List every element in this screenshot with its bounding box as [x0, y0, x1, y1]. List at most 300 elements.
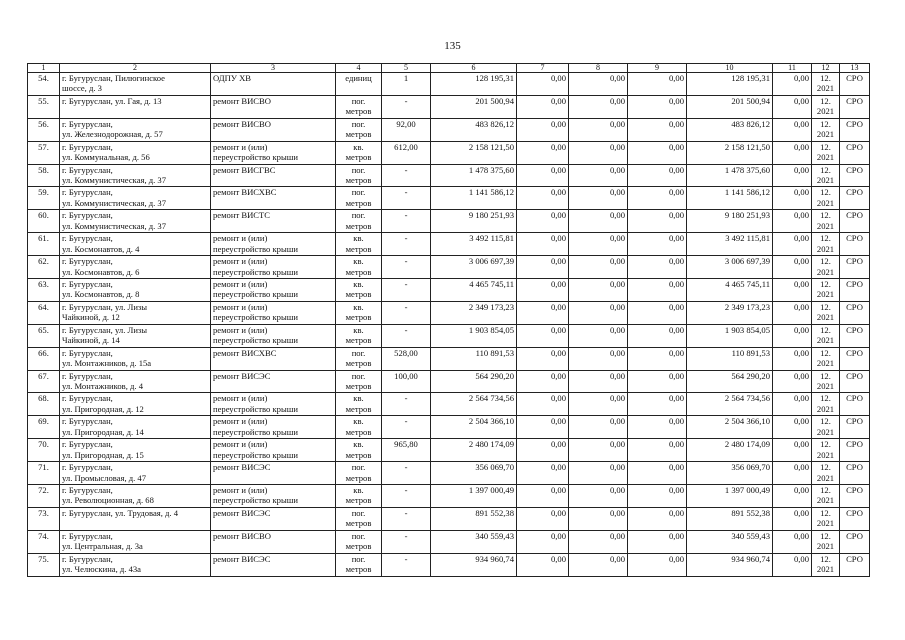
- col7-cell: 0,00: [517, 141, 569, 164]
- date-month: 12.: [820, 301, 831, 312]
- unit-cell-line: пог.: [351, 164, 366, 175]
- row-number: 69.: [28, 416, 60, 439]
- address-cell-line: Чайкиной, д. 12: [62, 312, 120, 323]
- total-cost-cell: 2 158 121,50: [431, 141, 517, 164]
- date-month: 12.: [820, 347, 831, 358]
- unit-cell-line: метров: [345, 449, 372, 460]
- work-type-cell-line: переустройство крыши: [213, 335, 298, 346]
- work-type-cell-line: переустройство крыши: [213, 449, 298, 460]
- col9-cell: 0,00: [628, 73, 687, 96]
- address-cell: [60, 462, 211, 485]
- address-cell-line: ул. Железнодорожная, д. 57: [62, 129, 163, 140]
- col7-cell: 0,00: [517, 301, 569, 324]
- quantity-cell: 965,80: [382, 439, 431, 462]
- address-cell-line: г. Бугуруслан,: [62, 416, 113, 427]
- address-cell-line: ул. Пригородная, д. 14: [62, 426, 144, 437]
- unit-cell-line: метров: [345, 243, 372, 254]
- column-header: 4: [336, 64, 382, 73]
- funding-source-cell: СРО: [840, 187, 870, 210]
- total-cost-cell: 2 480 174,09: [431, 439, 517, 462]
- unit-cell-line: пог.: [351, 118, 366, 129]
- work-type-cell: [211, 324, 336, 347]
- col7-cell: 0,00: [517, 256, 569, 279]
- column-header: 5: [382, 64, 431, 73]
- quantity-cell: 1: [382, 73, 431, 96]
- row-number: 72.: [28, 485, 60, 508]
- row-number: 65.: [28, 324, 60, 347]
- table-row: [28, 485, 870, 508]
- work-type-cell-line: переустройство крыши: [213, 426, 298, 437]
- address-cell-line: г. Бугуруслан,: [62, 485, 113, 496]
- address-cell: [60, 416, 211, 439]
- unit-cell-line: метров: [345, 174, 372, 185]
- quantity-cell: 612,00: [382, 141, 431, 164]
- col8-cell: 0,00: [569, 393, 628, 416]
- quantity-cell: 100,00: [382, 370, 431, 393]
- col7-cell: 0,00: [517, 118, 569, 141]
- total-cost-cell: 4 465 745,11: [431, 279, 517, 302]
- address-cell-line: г. Бугуруслан,: [62, 164, 113, 175]
- unit-cell: [336, 393, 382, 416]
- date-year: 2021: [816, 564, 835, 575]
- funding-source-cell: СРО: [840, 95, 870, 118]
- date-month: 12.: [820, 439, 831, 450]
- work-type-cell-line: ремонт ВИСЭС: [213, 553, 271, 564]
- col7-cell: 0,00: [517, 347, 569, 370]
- table-row: [28, 324, 870, 347]
- work-type-cell: [211, 187, 336, 210]
- total-cost-cell: 128 195,31: [431, 73, 517, 96]
- funding-source-cell: СРО: [840, 370, 870, 393]
- col11-cell: 0,00: [773, 118, 812, 141]
- address-cell-line: г. Бугуруслан,: [62, 210, 113, 221]
- column-header: 1: [28, 64, 60, 73]
- work-type-cell: [211, 210, 336, 233]
- total-cost-cell: 2 564 734,56: [431, 393, 517, 416]
- row-number: 66.: [28, 347, 60, 370]
- address-cell-line: ул. Монтажников, д. 15а: [62, 358, 152, 369]
- work-type-cell: [211, 73, 336, 96]
- table-row: [28, 553, 870, 576]
- column-header: 6: [431, 64, 517, 73]
- work-type-cell-line: переустройство крыши: [213, 243, 298, 254]
- unit-cell-line: метров: [345, 335, 372, 346]
- funding-source-cell: СРО: [840, 393, 870, 416]
- row-number: 71.: [28, 462, 60, 485]
- col9-cell: 0,00: [628, 393, 687, 416]
- completion-date-cell: [812, 164, 840, 187]
- date-month: 12.: [820, 95, 831, 106]
- address-cell-line: г. Бугуруслан,: [62, 393, 113, 404]
- row-number: 56.: [28, 118, 60, 141]
- col10-cell: 564 290,20: [687, 370, 773, 393]
- address-cell-line: г. Бугуруслан,: [62, 118, 113, 129]
- work-type-cell-line: ремонт ВИСВО: [213, 118, 271, 129]
- unit-cell-line: метров: [345, 472, 372, 483]
- table-row: [28, 279, 870, 302]
- completion-date-cell: [812, 141, 840, 164]
- work-type-cell: [211, 507, 336, 530]
- work-type-cell-line: ремонт и (или): [213, 416, 268, 427]
- address-cell-line: ул. Пригородная, д. 12: [62, 403, 144, 414]
- table-row: [28, 118, 870, 141]
- table-row: [28, 507, 870, 530]
- unit-cell-line: пог.: [351, 210, 366, 221]
- address-cell: [60, 279, 211, 302]
- col11-cell: 0,00: [773, 233, 812, 256]
- work-type-cell: [211, 301, 336, 324]
- work-type-cell: [211, 462, 336, 485]
- col11-cell: 0,00: [773, 95, 812, 118]
- date-year: 2021: [816, 426, 835, 437]
- date-year: 2021: [816, 403, 835, 414]
- col7-cell: 0,00: [517, 187, 569, 210]
- col7-cell: 0,00: [517, 233, 569, 256]
- date-month: 12.: [820, 141, 831, 152]
- completion-date-cell: [812, 439, 840, 462]
- unit-cell-line: метров: [345, 266, 372, 277]
- quantity-cell: -: [382, 462, 431, 485]
- date-year: 2021: [816, 152, 835, 163]
- unit-cell-line: кв.: [353, 393, 364, 404]
- date-year: 2021: [816, 449, 835, 460]
- work-type-cell-line: ремонт ВИСГВС: [213, 164, 276, 175]
- total-cost-cell: 1 478 375,60: [431, 164, 517, 187]
- row-number: 55.: [28, 95, 60, 118]
- col9-cell: 0,00: [628, 233, 687, 256]
- funding-source-cell: СРО: [840, 164, 870, 187]
- completion-date-cell: [812, 507, 840, 530]
- work-type-cell-line: переустройство крыши: [213, 312, 298, 323]
- col7-cell: 0,00: [517, 95, 569, 118]
- work-type-cell: [211, 95, 336, 118]
- unit-cell: [336, 141, 382, 164]
- funding-source-cell: СРО: [840, 347, 870, 370]
- quantity-cell: -: [382, 553, 431, 576]
- address-cell-line: г. Бугуруслан, Пилюгинское: [62, 73, 165, 83]
- col8-cell: 0,00: [569, 324, 628, 347]
- row-number: 67.: [28, 370, 60, 393]
- work-type-cell-line: ремонт ВИСЭС: [213, 507, 271, 518]
- col9-cell: 0,00: [628, 370, 687, 393]
- work-type-cell: [211, 370, 336, 393]
- col7-cell: 0,00: [517, 73, 569, 96]
- unit-cell-line: метров: [345, 564, 372, 575]
- address-cell: [60, 118, 211, 141]
- funding-source-cell: СРО: [840, 416, 870, 439]
- col11-cell: 0,00: [773, 164, 812, 187]
- col8-cell: 0,00: [569, 141, 628, 164]
- work-type-cell-line: переустройство крыши: [213, 266, 298, 277]
- column-header: 10: [687, 64, 773, 73]
- col7-cell: 0,00: [517, 507, 569, 530]
- unit-cell: [336, 233, 382, 256]
- unit-cell-line: метров: [345, 129, 372, 140]
- unit-cell-line: пог.: [351, 462, 366, 473]
- col9-cell: 0,00: [628, 164, 687, 187]
- date-month: 12.: [820, 462, 831, 473]
- funding-source-cell: СРО: [840, 279, 870, 302]
- address-cell: [60, 530, 211, 553]
- col11-cell: 0,00: [773, 439, 812, 462]
- unit-cell-line: кв.: [353, 233, 364, 244]
- date-month: 12.: [820, 73, 831, 83]
- unit-cell: [336, 416, 382, 439]
- work-type-cell-line: переустройство крыши: [213, 403, 298, 414]
- completion-date-cell: [812, 416, 840, 439]
- col11-cell: 0,00: [773, 256, 812, 279]
- work-type-cell-line: ремонт и (или): [213, 256, 268, 267]
- unit-cell-line: пог.: [351, 507, 366, 518]
- quantity-cell: -: [382, 164, 431, 187]
- table-row: [28, 210, 870, 233]
- table-row: [28, 233, 870, 256]
- work-type-cell-line: переустройство крыши: [213, 495, 298, 506]
- col8-cell: 0,00: [569, 507, 628, 530]
- col8-cell: 0,00: [569, 553, 628, 576]
- col11-cell: 0,00: [773, 141, 812, 164]
- column-header: 8: [569, 64, 628, 73]
- work-type-cell: [211, 279, 336, 302]
- work-type-cell: [211, 347, 336, 370]
- unit-cell-line: единиц: [345, 73, 372, 83]
- unit-cell-line: метров: [345, 358, 372, 369]
- col8-cell: 0,00: [569, 256, 628, 279]
- address-cell-line: ул. Промысловая, д. 47: [62, 472, 147, 483]
- col8-cell: 0,00: [569, 210, 628, 233]
- work-type-cell-line: ремонт и (или): [213, 485, 268, 496]
- unit-cell-line: метров: [345, 380, 372, 391]
- completion-date-cell: [812, 118, 840, 141]
- address-cell-line: ул. Монтажников, д. 4: [62, 380, 143, 391]
- row-number: 64.: [28, 301, 60, 324]
- table-row: [28, 301, 870, 324]
- unit-cell: [336, 73, 382, 96]
- col10-cell: 3 006 697,39: [687, 256, 773, 279]
- work-type-cell: [211, 416, 336, 439]
- date-year: 2021: [816, 518, 835, 529]
- unit-cell: [336, 347, 382, 370]
- col8-cell: 0,00: [569, 187, 628, 210]
- col9-cell: 0,00: [628, 95, 687, 118]
- table-row: [28, 73, 870, 96]
- unit-cell: [336, 256, 382, 279]
- col11-cell: 0,00: [773, 393, 812, 416]
- unit-cell-line: метров: [345, 495, 372, 506]
- col7-cell: 0,00: [517, 370, 569, 393]
- quantity-cell: -: [382, 95, 431, 118]
- total-cost-cell: 2 349 173,23: [431, 301, 517, 324]
- row-number: 59.: [28, 187, 60, 210]
- col7-cell: 0,00: [517, 439, 569, 462]
- work-type-cell-line: ремонт ВИСЭС: [213, 370, 271, 381]
- work-type-cell: [211, 439, 336, 462]
- unit-cell-line: метров: [345, 426, 372, 437]
- table-row: [28, 256, 870, 279]
- unit-cell: [336, 210, 382, 233]
- row-number: 60.: [28, 210, 60, 233]
- unit-cell-line: пог.: [351, 347, 366, 358]
- table-row: [28, 164, 870, 187]
- address-cell-line: ул. Коммунистическая, д. 37: [62, 220, 167, 231]
- unit-cell-line: метров: [345, 518, 372, 529]
- row-number: 75.: [28, 553, 60, 576]
- col7-cell: 0,00: [517, 164, 569, 187]
- address-cell-line: шоссе, д. 3: [62, 83, 102, 94]
- work-type-cell: [211, 485, 336, 508]
- work-type-cell-line: ремонт и (или): [213, 233, 268, 244]
- completion-date-cell: [812, 73, 840, 96]
- col10-cell: 2 564 734,56: [687, 393, 773, 416]
- col9-cell: 0,00: [628, 439, 687, 462]
- col9-cell: 0,00: [628, 530, 687, 553]
- address-cell: [60, 301, 211, 324]
- address-cell: [60, 187, 211, 210]
- column-header: 11: [773, 64, 812, 73]
- unit-cell-line: кв.: [353, 439, 364, 450]
- address-cell-line: ул. Коммунальная, д. 56: [62, 152, 150, 163]
- col7-cell: 0,00: [517, 279, 569, 302]
- col8-cell: 0,00: [569, 439, 628, 462]
- date-month: 12.: [820, 393, 831, 404]
- unit-cell-line: метров: [345, 197, 372, 208]
- col11-cell: 0,00: [773, 347, 812, 370]
- funding-source-cell: СРО: [840, 210, 870, 233]
- address-cell-line: г. Бугуруслан,: [62, 462, 113, 473]
- work-type-cell: [211, 233, 336, 256]
- row-number: 54.: [28, 73, 60, 96]
- funding-source-cell: СРО: [840, 118, 870, 141]
- address-cell-line: г. Бугуруслан,: [62, 256, 113, 267]
- col10-cell: 356 069,70: [687, 462, 773, 485]
- col10-cell: 2 480 174,09: [687, 439, 773, 462]
- col8-cell: 0,00: [569, 347, 628, 370]
- col10-cell: 2 158 121,50: [687, 141, 773, 164]
- col11-cell: 0,00: [773, 553, 812, 576]
- col10-cell: 483 826,12: [687, 118, 773, 141]
- column-header: 2: [60, 64, 211, 73]
- work-type-cell-line: ремонт и (или): [213, 301, 268, 312]
- work-type-cell-line: переустройство крыши: [213, 289, 298, 300]
- col9-cell: 0,00: [628, 324, 687, 347]
- date-month: 12.: [820, 416, 831, 427]
- col9-cell: 0,00: [628, 347, 687, 370]
- unit-cell-line: пог.: [351, 187, 366, 198]
- col11-cell: 0,00: [773, 416, 812, 439]
- column-header: 12: [812, 64, 840, 73]
- address-cell-line: Чайкиной, д. 14: [62, 335, 120, 346]
- col10-cell: 1 397 000,49: [687, 485, 773, 508]
- date-year: 2021: [816, 495, 835, 506]
- work-type-cell-line: ремонт и (или): [213, 141, 268, 152]
- quantity-cell: 92,00: [382, 118, 431, 141]
- date-month: 12.: [820, 370, 831, 381]
- col10-cell: 201 500,94: [687, 95, 773, 118]
- address-cell-line: г. Бугуруслан,: [62, 553, 113, 564]
- date-year: 2021: [816, 358, 835, 369]
- col10-cell: 934 960,74: [687, 553, 773, 576]
- col11-cell: 0,00: [773, 485, 812, 508]
- row-number: 58.: [28, 164, 60, 187]
- quantity-cell: -: [382, 324, 431, 347]
- col10-cell: 1 903 854,05: [687, 324, 773, 347]
- address-cell-line: г. Бугуруслан, ул. Гая, д. 13: [62, 95, 162, 106]
- quantity-cell: -: [382, 279, 431, 302]
- row-number: 62.: [28, 256, 60, 279]
- col10-cell: 2 349 173,23: [687, 301, 773, 324]
- table-row: [28, 416, 870, 439]
- col10-cell: 1 141 586,12: [687, 187, 773, 210]
- table-row: [28, 530, 870, 553]
- address-cell: [60, 233, 211, 256]
- unit-cell: [336, 95, 382, 118]
- table-row: [28, 370, 870, 393]
- unit-cell: [336, 507, 382, 530]
- address-cell-line: г. Бугуруслан,: [62, 187, 113, 198]
- unit-cell: [336, 462, 382, 485]
- total-cost-cell: 3 492 115,81: [431, 233, 517, 256]
- col9-cell: 0,00: [628, 279, 687, 302]
- col9-cell: 0,00: [628, 141, 687, 164]
- total-cost-cell: 934 960,74: [431, 553, 517, 576]
- col8-cell: 0,00: [569, 485, 628, 508]
- col8-cell: 0,00: [569, 233, 628, 256]
- date-year: 2021: [816, 129, 835, 140]
- col10-cell: 340 559,43: [687, 530, 773, 553]
- column-header: 7: [517, 64, 569, 73]
- date-month: 12.: [820, 324, 831, 335]
- row-number: 70.: [28, 439, 60, 462]
- col8-cell: 0,00: [569, 370, 628, 393]
- completion-date-cell: [812, 95, 840, 118]
- address-cell: [60, 95, 211, 118]
- address-cell-line: ул. Коммунистическая, д. 37: [62, 197, 167, 208]
- unit-cell-line: кв.: [353, 279, 364, 290]
- date-year: 2021: [816, 335, 835, 346]
- date-year: 2021: [816, 472, 835, 483]
- col7-cell: 0,00: [517, 530, 569, 553]
- total-cost-cell: 1 141 586,12: [431, 187, 517, 210]
- row-number: 57.: [28, 141, 60, 164]
- col11-cell: 0,00: [773, 301, 812, 324]
- address-cell: [60, 553, 211, 576]
- address-cell: [60, 210, 211, 233]
- completion-date-cell: [812, 530, 840, 553]
- unit-cell: [336, 439, 382, 462]
- col7-cell: 0,00: [517, 210, 569, 233]
- work-type-cell-line: ремонт ВИСХВС: [213, 187, 277, 198]
- unit-cell-line: кв.: [353, 485, 364, 496]
- unit-cell-line: пог.: [351, 95, 366, 106]
- col10-cell: 110 891,53: [687, 347, 773, 370]
- work-type-cell-line: переустройство крыши: [213, 152, 298, 163]
- col11-cell: 0,00: [773, 187, 812, 210]
- address-cell: [60, 439, 211, 462]
- total-cost-cell: 340 559,43: [431, 530, 517, 553]
- quantity-cell: -: [382, 210, 431, 233]
- work-type-cell-line: ОДПУ ХВ: [213, 73, 252, 83]
- quantity-cell: -: [382, 530, 431, 553]
- col7-cell: 0,00: [517, 553, 569, 576]
- quantity-cell: -: [382, 187, 431, 210]
- table-row: [28, 187, 870, 210]
- quantity-cell: -: [382, 507, 431, 530]
- unit-cell-line: пог.: [351, 553, 366, 564]
- work-type-cell: [211, 118, 336, 141]
- column-header: 13: [840, 64, 870, 73]
- funding-source-cell: СРО: [840, 553, 870, 576]
- unit-cell-line: метров: [345, 220, 372, 231]
